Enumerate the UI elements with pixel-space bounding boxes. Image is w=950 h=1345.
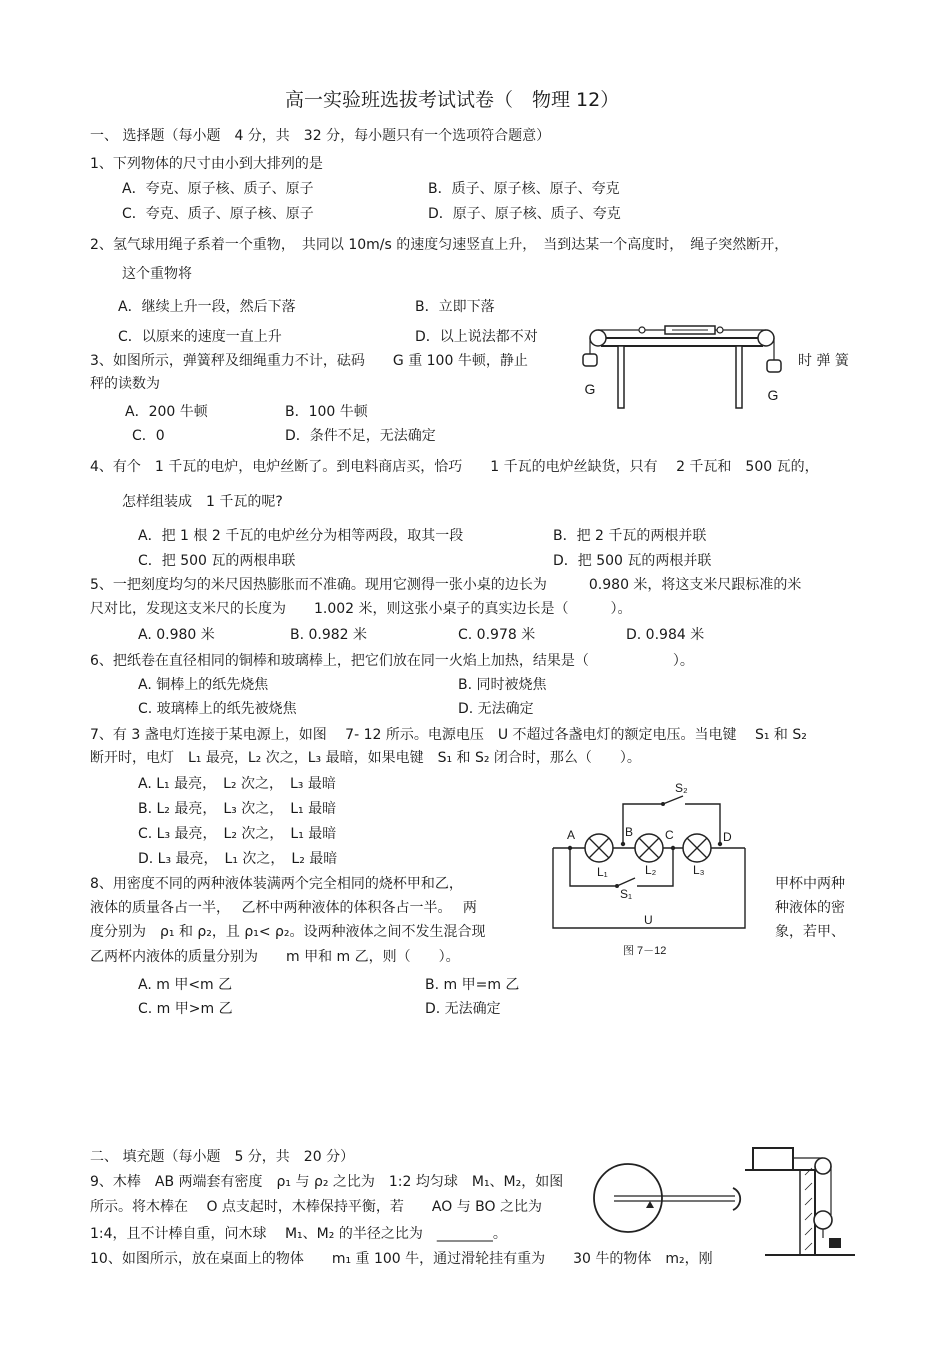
question-stem: 3、如图所示，弹簧秤及细绳重力不计，砝码 G 重 100 牛顿，静止 bbox=[90, 353, 528, 369]
lamp-l2-label: L₂ bbox=[645, 863, 657, 877]
source-u-label: U bbox=[644, 913, 653, 927]
lamp-l2 bbox=[635, 834, 663, 862]
option-c: C．把 500 瓦的两根串联 bbox=[138, 553, 296, 569]
option-c: C. m 甲>m 乙 bbox=[138, 1001, 233, 1017]
question-stem: 6、把纸卷在直径相同的铜棒和玻璃棒上，把它们放在同一火焰上加热，结果是（ ）。 bbox=[90, 653, 694, 669]
option-a: A．继续上升一段，然后下落 bbox=[118, 299, 296, 315]
circuit-figure bbox=[545, 778, 755, 963]
option-c: C. L₃ 最亮， L₂ 次之， L₁ 最暗 bbox=[138, 826, 337, 842]
option-a: A. L₁ 最亮， L₂ 次之， L₃ 最暗 bbox=[138, 776, 336, 792]
question-stem: 9、木棒 AB 两端套有密度 ρ₁ 与 ρ₂ 之比为 1:2 均匀球 M₁、M₂，如图 bbox=[90, 1174, 564, 1190]
option-b: B．质子、原子核、原子、夸克 bbox=[428, 181, 620, 197]
question-stem: 8、用密度不同的两种液体装满两个完全相同的烧杯甲和乙， bbox=[90, 876, 463, 892]
question-stem-cont: 1:4，且不计棒自重，问木球 M₁、M₂ 的半径之比为 ________。 bbox=[90, 1226, 507, 1242]
option-b: B. L₂ 最亮， L₃ 次之， L₁ 最暗 bbox=[138, 801, 337, 817]
question-stem: 7、有 3 盏电灯连接于某电源上，如图 7- 12 所示。电源电压 U 不超过各盏电灯的额定电压。当电键 S₁ 和 S₂ bbox=[90, 727, 807, 743]
option-c: C．0 bbox=[132, 428, 165, 444]
option-b: B．100 牛顿 bbox=[285, 404, 368, 420]
option-d: D. 无法确定 bbox=[425, 1001, 501, 1017]
question-stem: 4、有个 1 千瓦的电炉，电炉丝断了。到电料商店买，恰巧 1 千瓦的电炉丝缺货，只有 2 千瓦和 500 瓦的， bbox=[90, 459, 819, 475]
option-d: D．条件不足，无法确定 bbox=[285, 428, 436, 444]
option-d: D. 0.984 米 bbox=[626, 627, 705, 643]
option-b: B. 0.982 米 bbox=[290, 627, 368, 643]
option-a: A．夸克、原子核、质子、原子 bbox=[122, 181, 314, 197]
question-stem: 10、如图所示，放在桌面上的物体 m₁ 重 100 牛，通过滑轮挂有重为 30 牛的物体 m₂，刚 bbox=[90, 1251, 713, 1267]
option-a: A．把 1 根 2 千瓦的电炉丝分为相等两段，取其一段 bbox=[138, 528, 464, 544]
weight-label-right: G bbox=[767, 387, 779, 403]
option-d: D．以上说法都不对 bbox=[415, 329, 538, 345]
question-stem-right: 象，若甲、 bbox=[775, 924, 845, 940]
question-stem-right: 时 弹 簧 bbox=[798, 353, 849, 369]
question-stem: 2、氢气球用绳子系着一个重物， 共同以 10m/s 的速度匀速竖直上升， 当到达某一个高度时， 绳子突然断开， bbox=[90, 237, 789, 253]
option-a: A. 铜棒上的纸先烧焦 bbox=[138, 677, 269, 693]
node-c-label: C bbox=[665, 828, 674, 842]
page-title: 高一实验班选拔考试试卷（ 物理 12） bbox=[285, 89, 620, 111]
pulley-table-figure bbox=[745, 1140, 865, 1265]
question-stem-cont: 所示。将木棒在 O 点支起时，木棒保持平衡，若 AO 与 BO 之比为 bbox=[90, 1199, 542, 1215]
option-d: D. L₃ 最亮， L₁ 次之， L₂ 最暗 bbox=[138, 851, 338, 867]
spring-balance-figure bbox=[580, 318, 780, 410]
node-b-label: B bbox=[625, 825, 634, 839]
option-a: A. 0.980 米 bbox=[138, 627, 215, 643]
question-stem-cont: 尺对比，发现这支米尺的长度为 1.002 米，则这张小桌子的真实边长是（ ）。 bbox=[90, 601, 632, 617]
option-d: D．把 500 瓦的两根并联 bbox=[553, 553, 712, 569]
lamp-l1 bbox=[585, 834, 613, 862]
switch-s1-label: S₁ bbox=[620, 887, 633, 901]
option-c: C．夸克、质子、原子核、原子 bbox=[122, 206, 314, 222]
node-a-label: A bbox=[567, 828, 576, 842]
question-stem-cont: 度分别为 ρ₁ 和 ρ₂，且 ρ₁< ρ₂。设两种液体之间不发生混合现 bbox=[90, 924, 486, 940]
option-b: B. m 甲=m 乙 bbox=[425, 977, 520, 993]
node-d-label: D bbox=[723, 830, 732, 844]
question-stem-right: 种液体的密 bbox=[775, 900, 845, 916]
option-b: B．立即下落 bbox=[415, 299, 495, 315]
lamp-l3-label: L₃ bbox=[693, 863, 705, 877]
question-stem-cont: 这个重物将 bbox=[122, 266, 192, 282]
switch-s2-label: S₂ bbox=[675, 781, 688, 795]
question-stem-cont: 液体的质量各占一半， 乙杯中两种液体的体积各占一半。 两 bbox=[90, 900, 477, 916]
lamp-l1-label: L₁ bbox=[597, 865, 608, 879]
option-c: C. 玻璃棒上的纸先被烧焦 bbox=[138, 701, 297, 717]
section-heading: 一、 选择题（每小题 4 分，共 32 分，每小题只有一个选项符合题意） bbox=[90, 128, 551, 144]
question-stem: 1、下列物体的尺寸由小到大排列的是 bbox=[90, 156, 323, 172]
lamp-l3 bbox=[683, 834, 711, 862]
option-a: A．200 牛顿 bbox=[125, 404, 208, 420]
option-b: B. 同时被烧焦 bbox=[458, 677, 547, 693]
option-d: D. 无法确定 bbox=[458, 701, 534, 717]
lever-balls-figure bbox=[590, 1160, 750, 1240]
question-stem-right: 甲杯中两种 bbox=[775, 876, 845, 892]
question-stem-cont: 乙两杯内液体的质量分别为 m 甲和 m 乙，则（ ）。 bbox=[90, 949, 460, 965]
weight-label-left: G bbox=[584, 381, 596, 397]
option-b: B．把 2 千瓦的两根并联 bbox=[553, 528, 707, 544]
option-d: D．原子、原子核、质子、夸克 bbox=[428, 206, 621, 222]
option-c: C. 0.978 米 bbox=[458, 627, 536, 643]
figure-caption: 图 7－12 bbox=[623, 945, 667, 957]
question-stem-cont: 断开时，电灯 L₁ 最亮，L₂ 次之，L₃ 最暗，如果电键 S₁ 和 S₂ 闭合时，那么（ ）。 bbox=[90, 750, 641, 766]
question-stem: 5、一把刻度均匀的米尺因热膨胀而不准确。现用它测得一张小桌的边长为 0.980 米，将这支米尺跟标准的米 bbox=[90, 577, 802, 593]
question-stem-cont: 秤的读数为 bbox=[90, 376, 160, 392]
option-a: A. m 甲<m 乙 bbox=[138, 977, 233, 993]
option-c: C．以原来的速度一直上升 bbox=[118, 329, 282, 345]
section-heading: 二、 填充题（每小题 5 分，共 20 分） bbox=[90, 1149, 355, 1165]
question-stem-cont: 怎样组装成 1 千瓦的呢? bbox=[122, 494, 283, 510]
